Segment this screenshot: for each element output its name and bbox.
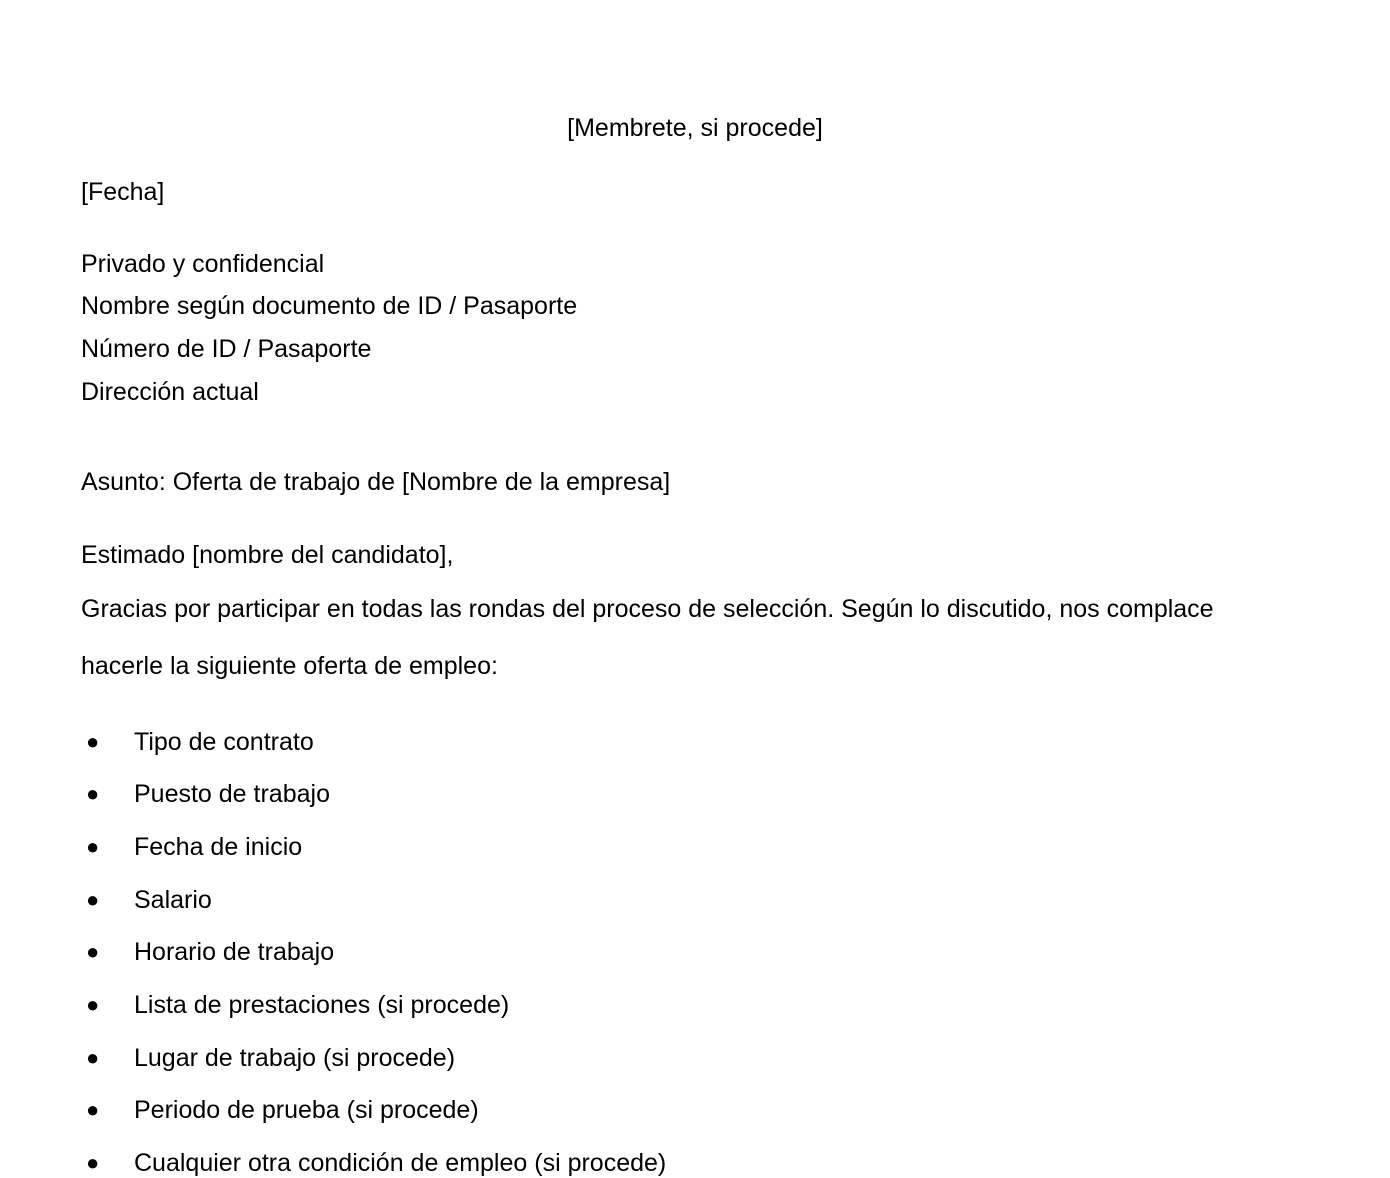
list-item-label: Horario de trabajo <box>134 938 335 966</box>
list-item <box>0 727 1000 757</box>
bullet-icon: ● <box>86 1150 100 1175</box>
bullet-icon: ● <box>86 1045 100 1070</box>
subject-line: Asunto: Oferta de trabajo de [Nombre de la empresa] <box>81 468 671 496</box>
list-item <box>0 832 1000 862</box>
recipient-line: Número de ID / Pasaporte <box>81 335 372 363</box>
list-item-label: Lista de prestaciones (si procede) <box>134 991 510 1019</box>
salutation: Estimado [nombre del candidato], <box>81 541 454 569</box>
list-item <box>0 990 1000 1020</box>
list-item-label: Salario <box>134 886 212 914</box>
list-item <box>0 885 1000 915</box>
recipient-line: Privado y confidencial <box>81 250 325 278</box>
bullet-icon: ● <box>86 939 100 964</box>
list-item-label: Cualquier otra condición de empleo (si procede) <box>134 1149 667 1177</box>
list-item-label: Lugar de trabajo (si procede) <box>134 1044 456 1072</box>
list-item <box>0 1095 1000 1125</box>
bullet-icon: ● <box>86 887 100 912</box>
list-item <box>0 1148 1000 1178</box>
list-item-label: Puesto de trabajo <box>134 780 330 808</box>
list-item-label: Fecha de inicio <box>134 833 303 861</box>
body-paragraph-line: Gracias por participar en todas las rondas del proceso de selección. Según lo discutido, nos complace <box>81 595 1214 623</box>
letterhead: [Membrete, si procede] <box>567 114 823 142</box>
list-item <box>0 1043 1000 1073</box>
bullet-icon: ● <box>86 1097 100 1122</box>
recipient-line: Dirección actual <box>81 378 259 406</box>
list-item <box>0 779 1000 809</box>
recipient-line: Nombre según documento de ID / Pasaporte <box>81 292 578 320</box>
list-item-label: Periodo de prueba (si procede) <box>134 1096 479 1124</box>
bullet-icon: ● <box>86 834 100 859</box>
bullet-icon: ● <box>86 729 100 754</box>
date-line: [Fecha] <box>81 178 165 206</box>
bullet-icon: ● <box>86 781 100 806</box>
bullet-icon: ● <box>86 992 100 1017</box>
list-item <box>0 937 1000 967</box>
body-paragraph-line: hacerle la siguiente oferta de empleo: <box>81 652 498 680</box>
list-item-label: Tipo de contrato <box>134 728 314 756</box>
